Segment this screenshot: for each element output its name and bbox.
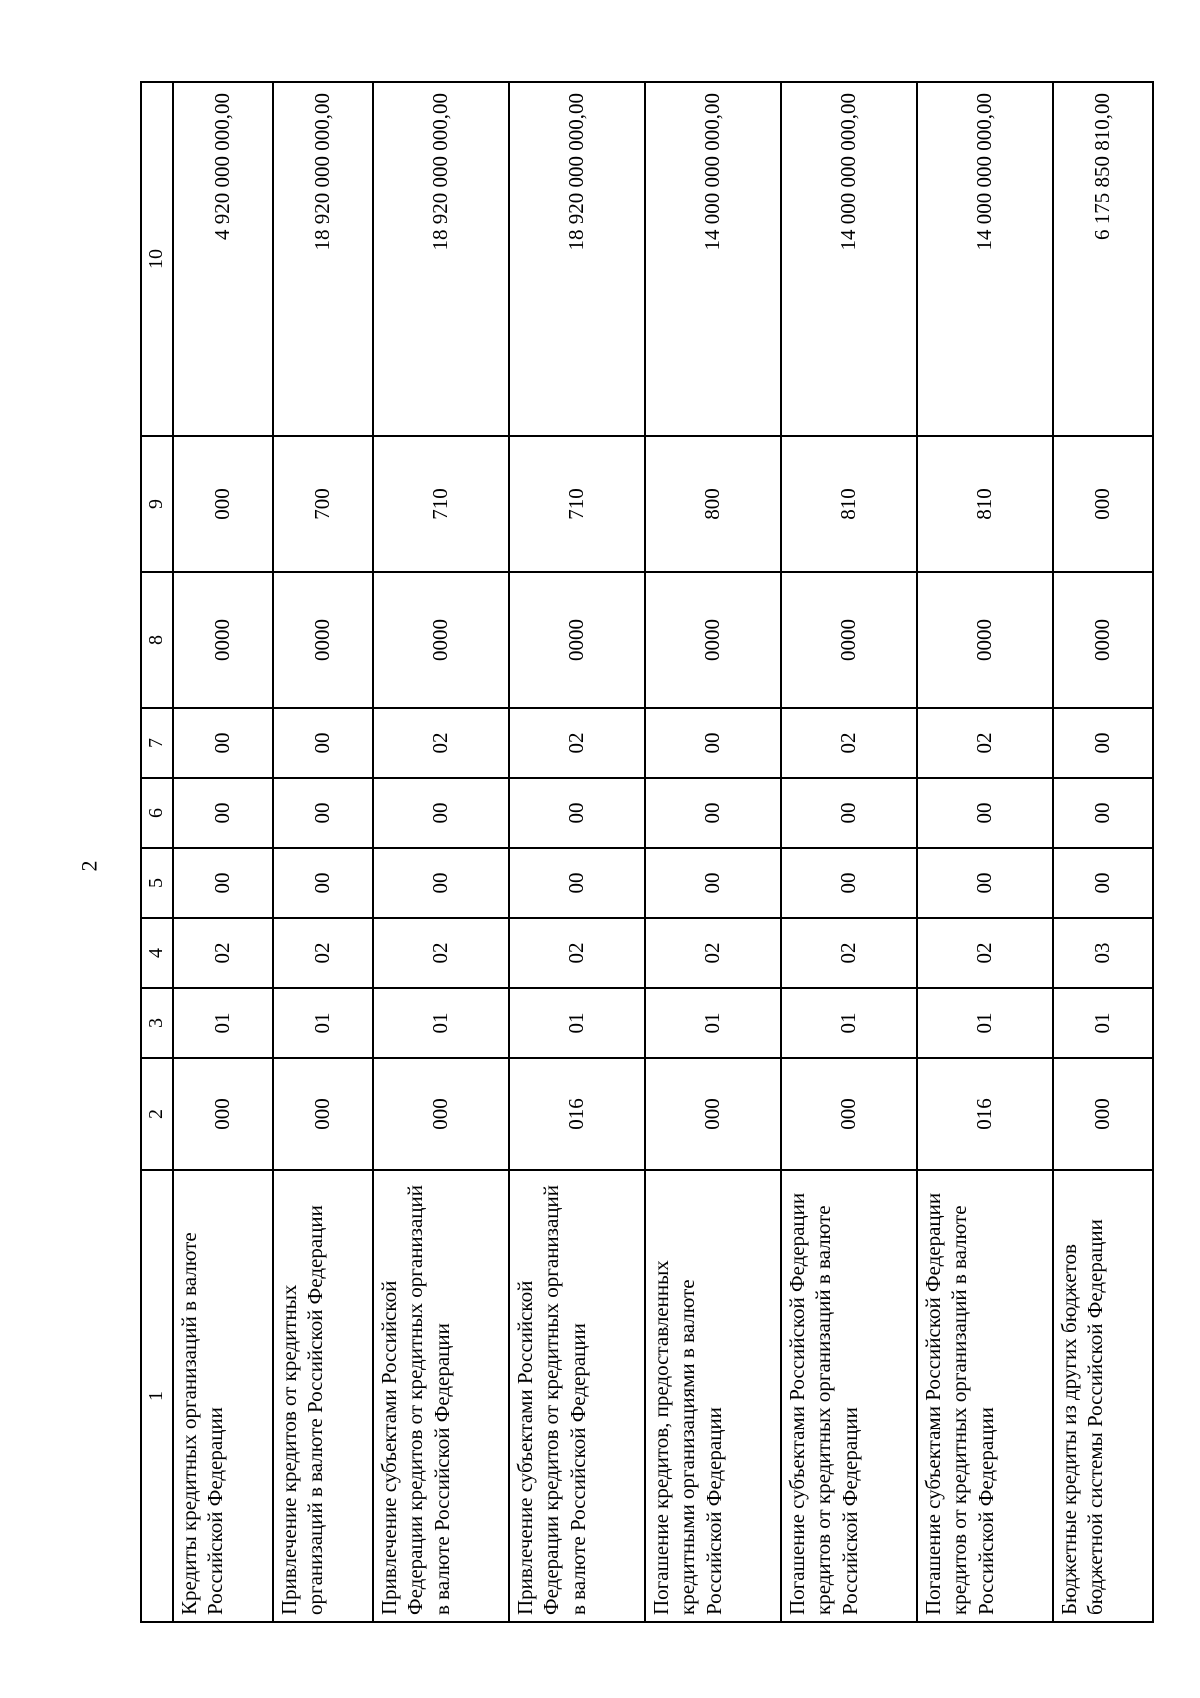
amount-cell: 14 000 000 000,00 xyxy=(917,82,1053,436)
code-cell: 810 xyxy=(781,436,917,572)
code-cell: 00 xyxy=(917,778,1053,848)
header-cell: 1 xyxy=(141,1170,173,1622)
code-cell: 810 xyxy=(917,436,1053,572)
header-cell: 2 xyxy=(141,1058,173,1170)
header-cell: 6 xyxy=(141,778,173,848)
code-cell: 00 xyxy=(509,848,645,918)
code-cell: 0000 xyxy=(173,572,273,708)
code-cell: 710 xyxy=(509,436,645,572)
code-cell: 700 xyxy=(273,436,373,572)
amount-cell: 18 920 000 000,00 xyxy=(373,82,509,436)
code-cell: 000 xyxy=(1053,436,1153,572)
admin-code: 000 xyxy=(645,1058,781,1170)
code-cell: 01 xyxy=(917,988,1053,1058)
code-cell: 02 xyxy=(645,918,781,988)
admin-code: 000 xyxy=(781,1058,917,1170)
code-cell: 00 xyxy=(273,778,373,848)
admin-code: 000 xyxy=(373,1058,509,1170)
row-name: Привлечение субъектами Российской Федерации кредитов от кредитных организаций в валюте Российской Федерации xyxy=(373,1170,509,1622)
row-name: Привлечение кредитов от кредитных организаций в валюте Российской Федерации xyxy=(273,1170,373,1622)
amount-cell: 18 920 000 000,00 xyxy=(509,82,645,436)
code-cell: 01 xyxy=(781,988,917,1058)
code-cell: 00 xyxy=(1053,708,1153,778)
admin-code: 000 xyxy=(273,1058,373,1170)
row-name: Привлечение субъектами Российской Федерации кредитов от кредитных организаций в валюте Российской Федерации xyxy=(509,1170,645,1622)
code-cell: 02 xyxy=(917,708,1053,778)
page-number: 2 xyxy=(76,860,102,872)
amount-cell: 14 000 000 000,00 xyxy=(645,82,781,436)
admin-code: 000 xyxy=(1053,1058,1153,1170)
code-cell: 00 xyxy=(645,708,781,778)
header-cell: 10 xyxy=(141,82,173,436)
table-row xyxy=(1053,82,1153,1622)
code-cell: 00 xyxy=(1053,778,1153,848)
code-cell: 00 xyxy=(917,848,1053,918)
code-cell: 00 xyxy=(645,848,781,918)
budget-sources-table xyxy=(140,81,1154,1623)
code-cell: 00 xyxy=(373,848,509,918)
header-cell: 3 xyxy=(141,988,173,1058)
code-cell: 0000 xyxy=(917,572,1053,708)
code-cell: 00 xyxy=(509,778,645,848)
amount-cell: 14 000 000 000,00 xyxy=(781,82,917,436)
table-row xyxy=(173,82,273,1622)
header-cell: 5 xyxy=(141,848,173,918)
code-cell: 00 xyxy=(173,848,273,918)
row-name: Бюджетные кредиты из других бюджетов бюджетной системы Российской Федерации xyxy=(1053,1170,1153,1622)
code-cell: 01 xyxy=(373,988,509,1058)
code-cell: 02 xyxy=(509,708,645,778)
code-cell: 00 xyxy=(781,778,917,848)
code-cell: 000 xyxy=(173,436,273,572)
code-cell: 00 xyxy=(273,708,373,778)
amount-cell: 18 920 000 000,00 xyxy=(273,82,373,436)
code-cell: 02 xyxy=(173,918,273,988)
table-row xyxy=(509,82,645,1622)
header-row xyxy=(141,82,173,1622)
code-cell: 02 xyxy=(781,918,917,988)
header-cell: 8 xyxy=(141,572,173,708)
amount-cell: 4 920 000 000,00 xyxy=(173,82,273,436)
table-row xyxy=(781,82,917,1622)
code-cell: 02 xyxy=(509,918,645,988)
code-cell: 02 xyxy=(373,918,509,988)
table-row xyxy=(917,82,1053,1622)
code-cell: 0000 xyxy=(509,572,645,708)
code-cell: 03 xyxy=(1053,918,1153,988)
code-cell: 00 xyxy=(273,848,373,918)
code-cell: 0000 xyxy=(1053,572,1153,708)
admin-code: 016 xyxy=(509,1058,645,1170)
table-row xyxy=(645,82,781,1622)
code-cell: 0000 xyxy=(273,572,373,708)
code-cell: 00 xyxy=(645,778,781,848)
code-cell: 01 xyxy=(173,988,273,1058)
code-cell: 710 xyxy=(373,436,509,572)
code-cell: 800 xyxy=(645,436,781,572)
code-cell: 02 xyxy=(781,708,917,778)
admin-code: 016 xyxy=(917,1058,1053,1170)
code-cell: 00 xyxy=(173,708,273,778)
admin-code: 000 xyxy=(173,1058,273,1170)
budget-table-container xyxy=(140,83,1115,1623)
code-cell: 00 xyxy=(781,848,917,918)
code-cell: 01 xyxy=(273,988,373,1058)
row-name: Погашение кредитов, предоставленных кредитными организациями в валюте Российской Федерации xyxy=(645,1170,781,1622)
amount-cell: 6 175 850 810,00 xyxy=(1053,82,1153,436)
code-cell: 0000 xyxy=(781,572,917,708)
header-cell: 4 xyxy=(141,918,173,988)
table-row xyxy=(273,82,373,1622)
row-name: Погашение субъектами Российской Федерации кредитов от кредитных организаций в валюте Российской Федерации xyxy=(781,1170,917,1622)
code-cell: 01 xyxy=(509,988,645,1058)
code-cell: 02 xyxy=(373,708,509,778)
code-cell: 01 xyxy=(1053,988,1153,1058)
header-cell: 7 xyxy=(141,708,173,778)
row-name: Кредиты кредитных организаций в валюте Российской Федерации xyxy=(173,1170,273,1622)
code-cell: 00 xyxy=(1053,848,1153,918)
header-cell: 9 xyxy=(141,436,173,572)
code-cell: 00 xyxy=(373,778,509,848)
code-cell: 0000 xyxy=(645,572,781,708)
code-cell: 01 xyxy=(645,988,781,1058)
code-cell: 02 xyxy=(917,918,1053,988)
row-name: Погашение субъектами Российской Федерации кредитов от кредитных организаций в валюте Российской Федерации xyxy=(917,1170,1053,1622)
table-row xyxy=(373,82,509,1622)
code-cell: 0000 xyxy=(373,572,509,708)
code-cell: 00 xyxy=(173,778,273,848)
code-cell: 02 xyxy=(273,918,373,988)
